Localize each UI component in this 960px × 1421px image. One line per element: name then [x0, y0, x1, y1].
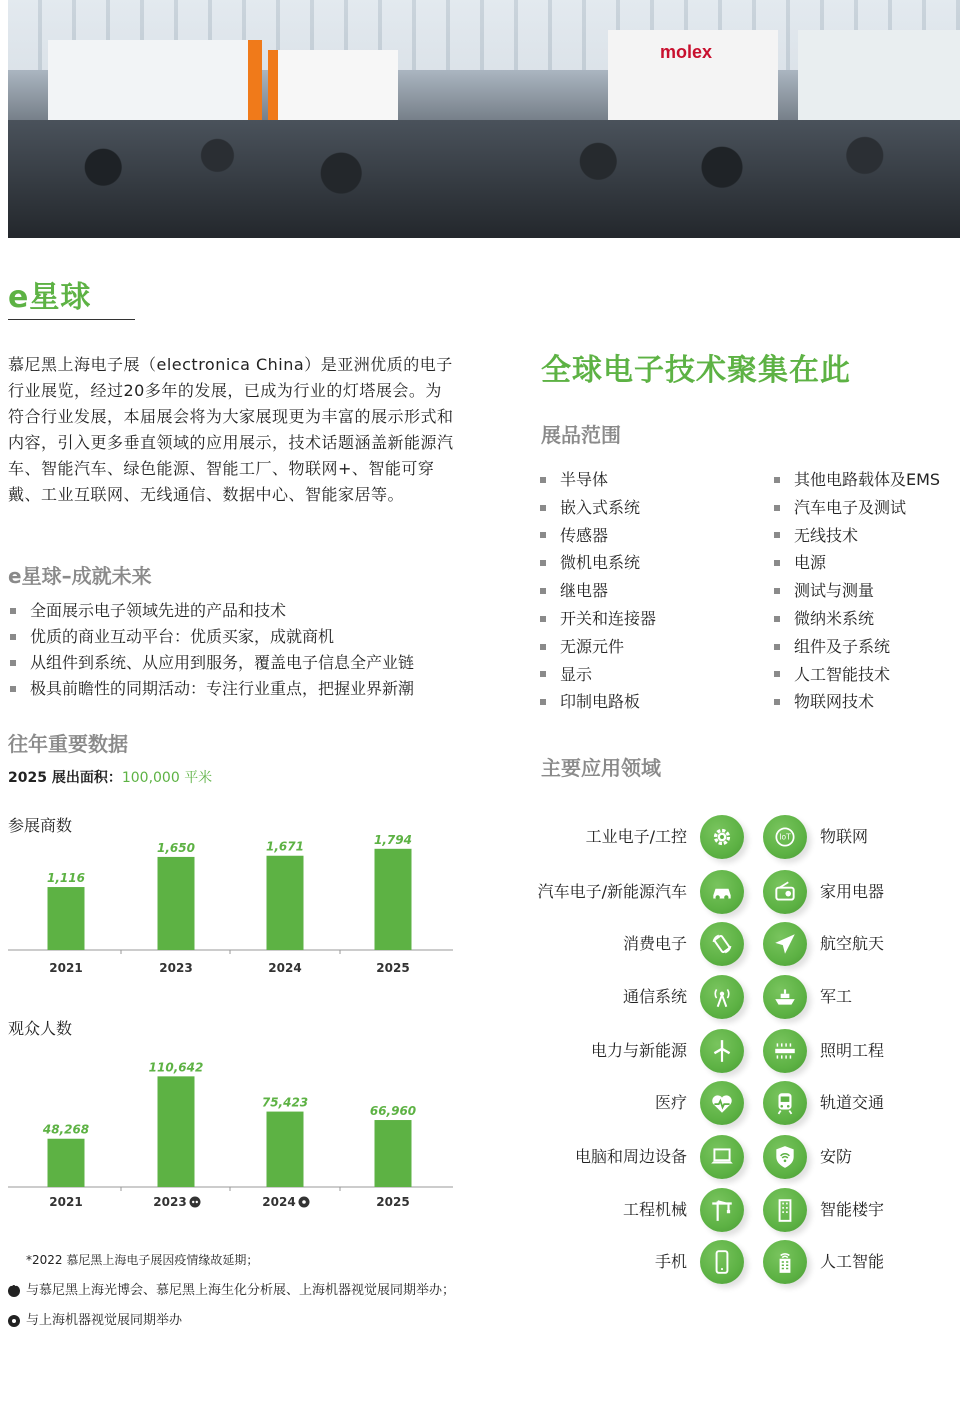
- led-strip-icon: [763, 1029, 807, 1073]
- marker-dot: [196, 1201, 198, 1203]
- exhibitors-chart: [8, 826, 453, 978]
- app-label: 军工: [820, 987, 853, 1006]
- category-label: 2025: [376, 1195, 410, 1209]
- app-label: 电脑和周边设备: [574, 1147, 687, 1166]
- crane-icon: [700, 1188, 744, 1232]
- marker-dot: [192, 1201, 194, 1203]
- bar-value-label: 48,268: [42, 1122, 90, 1137]
- hero-crowd: [8, 120, 960, 238]
- app-label: 通信系统: [622, 987, 687, 1006]
- car-icon: [700, 870, 744, 914]
- list-item: 极具前瞻性的同期活动：专注行业重点，把握业界新潮: [8, 676, 458, 702]
- list-item: 半导体: [538, 466, 758, 494]
- list-item: 无源元件: [538, 633, 758, 661]
- bar-value-label: 1,794: [374, 832, 412, 847]
- note-text: 与上海机器视觉展同期举办: [26, 1313, 183, 1328]
- list-item: 微纳米系统: [772, 605, 960, 633]
- list-item: 嵌入式系统: [538, 494, 758, 522]
- app-label: 电力与新能源: [590, 1041, 687, 1060]
- mobile-icon: [700, 1240, 744, 1284]
- ship-icon: [763, 975, 807, 1019]
- scope-title: 展品范围: [541, 423, 621, 447]
- list-item: 继电器: [538, 577, 758, 605]
- category-label: 2023: [153, 1195, 187, 1209]
- scope-list-left: [538, 466, 758, 716]
- app-label: 轨道交通: [820, 1093, 885, 1112]
- antenna-icon: [700, 975, 744, 1019]
- scope-list-right: [772, 466, 960, 716]
- bar: [267, 1112, 304, 1187]
- list-item: 显示: [538, 661, 758, 689]
- note-postponed: *2022 慕尼黑上海电子展因疫情缘故延期；: [26, 1253, 259, 1267]
- bar-value-label: 75,423: [261, 1095, 309, 1110]
- double-dot-icon: [190, 1197, 201, 1208]
- bar-value-label: 1,116: [47, 871, 85, 886]
- bar: [48, 1139, 85, 1187]
- category-label: 2024: [262, 1195, 296, 1209]
- list-item: 微机电系统: [538, 549, 758, 577]
- gear-icon: [700, 815, 744, 859]
- laptop-icon: [700, 1135, 744, 1179]
- hero-booth-logo: molex: [660, 42, 713, 62]
- exhibitors-chart-title: 参展商数: [8, 816, 73, 835]
- app-label: 人工智能: [820, 1252, 885, 1271]
- bar: [375, 849, 412, 950]
- global-title: 全球电子技术聚集在此: [541, 353, 851, 388]
- app-label: 手机: [654, 1252, 687, 1271]
- category-label: 2021: [49, 961, 83, 975]
- bar-value-label: 110,642: [148, 1060, 204, 1075]
- section-title-e-planet: e星球: [8, 280, 92, 315]
- app-label: 工程机械: [622, 1200, 687, 1219]
- app-row: [520, 975, 960, 1019]
- intro-paragraph: 慕尼黑上海电子展（electronica China）是亚洲优质的电子行业展览，经过20多年的发展，已成为行业的灯塔展会。为符合行业发展，本届展会将为大家展现更为丰富的展示形式和内容，引入更多垂直领域的应用展示，技术话题涵盖新能源汽车、智能汽车、绿色能源、智能工厂、物联网+、智能可穿戴、工业互联网、无线通信、数据中心、智能家居等。: [8, 355, 454, 504]
- visitors-chart-title: 观众人数: [8, 1019, 73, 1038]
- single-dot-icon: [8, 1315, 20, 1327]
- list-item: 组件及子系统: [772, 633, 960, 661]
- list-item: 全面展示电子领域先进的产品和技术: [8, 598, 458, 624]
- note-colocated-vision: [8, 1309, 182, 1328]
- svg-text:IoT: IoT: [779, 832, 791, 842]
- app-label: 物联网: [820, 827, 869, 846]
- category-label: 2024: [268, 961, 302, 975]
- list-item: 传感器: [538, 522, 758, 550]
- app-label: 安防: [820, 1147, 853, 1166]
- bar: [375, 1120, 412, 1187]
- app-label: 智能楼宇: [820, 1200, 885, 1219]
- category-label: 2025: [376, 961, 410, 975]
- radio-icon: [763, 870, 807, 914]
- note-text: 与慕尼黑上海光博会、慕尼黑上海生化分析展、上海机器视觉展同期举办；: [26, 1283, 456, 1298]
- app-label: 工业电子/工控: [585, 827, 687, 846]
- app-row: [520, 1081, 960, 1125]
- bar: [158, 857, 195, 950]
- category-label: 2023: [159, 961, 193, 975]
- heart-pulse-icon: [700, 1081, 744, 1125]
- app-label: 航空航天: [820, 934, 885, 953]
- app-row: [520, 815, 960, 859]
- shield-wifi-icon: [763, 1135, 807, 1179]
- double-dot-icon: [8, 1285, 20, 1297]
- app-label: 汽车电子/新能源汽车: [537, 882, 687, 901]
- phone-rotate-icon: [700, 922, 744, 966]
- building-icon: [763, 1188, 807, 1232]
- wind-turbine-icon: [700, 1029, 744, 1073]
- hero-photo: [8, 0, 960, 238]
- list-item: 电源: [772, 549, 960, 577]
- marker-dot: [302, 1200, 306, 1204]
- list-item: 人工智能技术: [772, 661, 960, 689]
- list-item: 从组件到系统、从应用到服务，覆盖电子信息全产业链: [8, 650, 458, 676]
- bar-value-label: 1,650: [157, 840, 195, 855]
- category-label: 2021: [49, 1195, 83, 1209]
- app-row: [520, 1135, 960, 1179]
- iot-icon: [763, 815, 807, 859]
- app-row: [520, 1240, 960, 1284]
- bar: [267, 856, 304, 950]
- app-row: [520, 1188, 960, 1232]
- app-row: [520, 922, 960, 966]
- list-item: 汽车电子及测试: [772, 494, 960, 522]
- airplane-icon: [763, 922, 807, 966]
- list-item: 开关和连接器: [538, 605, 758, 633]
- list-item: 物联网技术: [772, 688, 960, 716]
- area-value: 100,000 平米: [121, 770, 213, 786]
- train-icon: [763, 1081, 807, 1125]
- visitors-chart: [8, 1050, 453, 1212]
- list-item: 优质的商业互动平台：优质买家，成就商机: [8, 624, 458, 650]
- app-row: [520, 870, 960, 914]
- title-underline: [8, 319, 135, 320]
- area-label: 2025 展出面积：: [8, 770, 122, 786]
- ai-building-icon: [763, 1240, 807, 1284]
- list-item: 无线技术: [772, 522, 960, 550]
- bar-value-label: 1,671: [266, 839, 304, 854]
- note-colocated-multi: [8, 1279, 455, 1298]
- app-label: 消费电子: [622, 934, 687, 953]
- app-label: 家用电器: [820, 882, 885, 901]
- bar: [48, 887, 85, 950]
- area-stat: [8, 767, 212, 787]
- future-list: [8, 598, 458, 702]
- app-label: 医疗: [654, 1093, 687, 1112]
- bar-value-label: 66,960: [369, 1104, 417, 1119]
- list-item: 印制电路板: [538, 688, 758, 716]
- history-title: 往年重要数据: [8, 732, 128, 756]
- app-row: [520, 1029, 960, 1073]
- app-label: 照明工程: [820, 1041, 885, 1060]
- list-item: 其他电路载体及EMS: [772, 466, 960, 494]
- bar: [158, 1076, 195, 1187]
- future-title: e星球–成就未来: [8, 564, 152, 588]
- list-item: 测试与测量: [772, 577, 960, 605]
- apps-title: 主要应用领域: [541, 756, 661, 780]
